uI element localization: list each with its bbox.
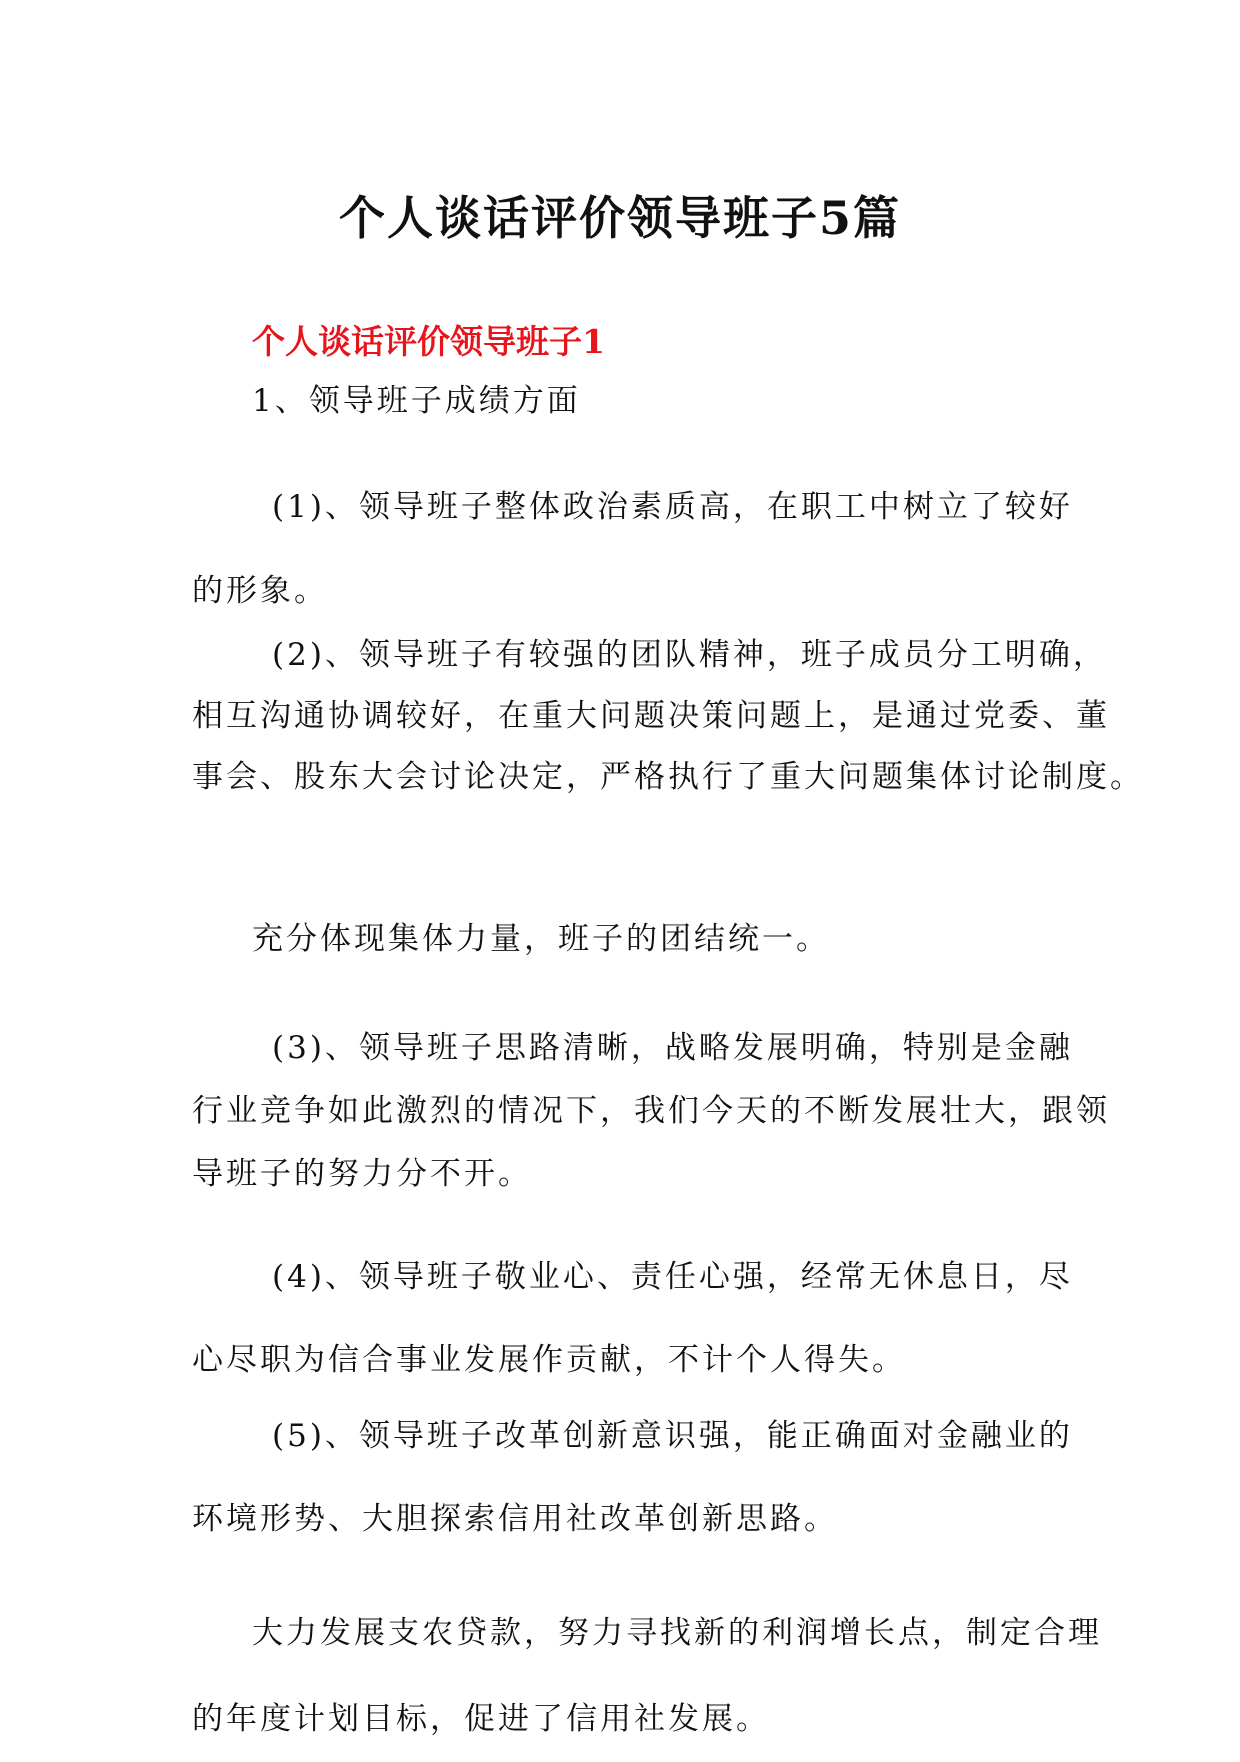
- paragraph: [192, 1590, 1102, 1762]
- paragraph-line: 导班子的努力分不开。: [192, 1156, 532, 1192]
- paragraph-line: 的年度计划目标，促进了信用社发展。: [192, 1701, 770, 1737]
- paragraph-line: 行业竞争如此激烈的情况下，我们今天的不断发展壮大，跟领: [192, 1093, 1110, 1129]
- paragraph-line: 的形象。: [192, 573, 328, 609]
- paragraph-line: (1)、领导班子整体政治素质高，在职工中树立了较好: [272, 489, 1073, 525]
- paragraph-line: 相互沟通协调较好，在重大问题决策问题上，是通过党委、董: [192, 698, 1110, 734]
- paragraph-line: (2)、领导班子有较强的团队精神，班子成员分工明确，: [272, 637, 1107, 673]
- section-heading: 个人谈话评价领导班子1: [252, 322, 605, 361]
- paragraph-line: 心尽职为信合事业发展作贡献，不计个人得失。: [192, 1342, 906, 1378]
- document-title: 个人谈话评价领导班子5篇: [338, 191, 901, 245]
- paragraph-line: 事会、股东大会讨论决定，严格执行了重大问题集体讨论制度。: [192, 759, 1144, 795]
- paragraph: [192, 375, 1122, 427]
- paragraph: [192, 1395, 1073, 1561]
- paragraph: [192, 1017, 1110, 1206]
- paragraph: [192, 1236, 1073, 1402]
- paragraph-line: (5)、领导班子改革创新意识强，能正确面对金融业的: [272, 1418, 1073, 1454]
- paragraph-line: 环境形势、大胆探索信用社改革创新思路。: [192, 1501, 838, 1537]
- paragraph: [192, 913, 1122, 965]
- paragraph-line: 大力发展支农贷款，努力寻找新的利润增长点，制定合理: [252, 1615, 1102, 1651]
- paragraph-line: 1、领导班子成绩方面: [252, 383, 581, 419]
- paragraph-line: (4)、领导班子敬业心、责任心强，经常无休息日，尽: [272, 1259, 1073, 1295]
- paragraph-line: 充分体现集体力量，班子的团结统一。: [252, 921, 830, 957]
- paragraph: [192, 625, 1144, 808]
- paragraph-line: (3)、领导班子思路清晰，战略发展明确，特别是金融: [272, 1030, 1073, 1066]
- paragraph: [192, 465, 1073, 633]
